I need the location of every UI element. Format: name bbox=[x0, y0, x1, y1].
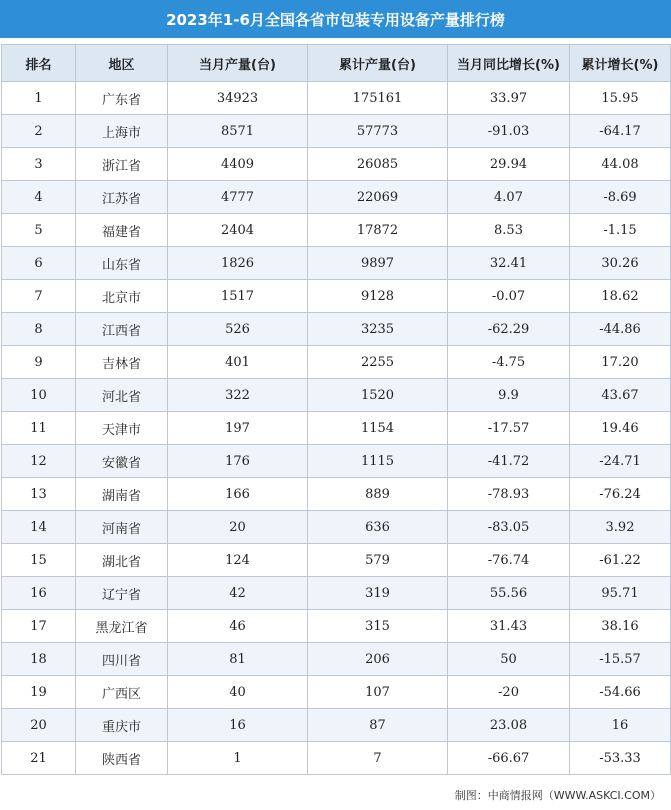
rank-cell: 1 bbox=[2, 82, 76, 115]
region-cell: 广西区 bbox=[76, 676, 168, 709]
table-title: 2023年1-6月全国各省市包装专用设备产量排行榜 bbox=[0, 0, 671, 38]
rank-cell: 17 bbox=[2, 610, 76, 643]
header-row bbox=[2, 45, 671, 82]
rank-cell: 3 bbox=[2, 148, 76, 181]
cumulative-output-cell: 9897 bbox=[308, 247, 448, 280]
table-row bbox=[2, 511, 671, 544]
monthly-yoy-cell: 31.43 bbox=[448, 610, 570, 643]
cumulative-growth-cell: -24.71 bbox=[570, 445, 671, 478]
cumulative-growth-cell: 3.92 bbox=[570, 511, 671, 544]
monthly-yoy-cell: 4.07 bbox=[448, 181, 570, 214]
monthly-yoy-cell: -66.67 bbox=[448, 742, 570, 775]
table-row bbox=[2, 610, 671, 643]
rank-cell: 12 bbox=[2, 445, 76, 478]
monthly-yoy-cell: -62.29 bbox=[448, 313, 570, 346]
rank-cell: 14 bbox=[2, 511, 76, 544]
table-row bbox=[2, 313, 671, 346]
rank-cell: 20 bbox=[2, 709, 76, 742]
monthly-yoy-cell: 9.9 bbox=[448, 379, 570, 412]
rank-cell: 18 bbox=[2, 643, 76, 676]
table-row bbox=[2, 643, 671, 676]
production-ranking-table bbox=[1, 44, 671, 775]
monthly-yoy-cell: -17.57 bbox=[448, 412, 570, 445]
rank-cell: 9 bbox=[2, 346, 76, 379]
cumulative-growth-cell: -44.86 bbox=[570, 313, 671, 346]
monthly-output-cell: 1517 bbox=[168, 280, 308, 313]
cumulative-output-cell: 7 bbox=[308, 742, 448, 775]
region-cell: 福建省 bbox=[76, 214, 168, 247]
cumulative-growth-cell: -53.33 bbox=[570, 742, 671, 775]
monthly-output-cell: 40 bbox=[168, 676, 308, 709]
monthly-output-cell: 16 bbox=[168, 709, 308, 742]
region-cell: 安徽省 bbox=[76, 445, 168, 478]
rank-cell: 8 bbox=[2, 313, 76, 346]
monthly-output-cell: 197 bbox=[168, 412, 308, 445]
cumulative-output-cell: 315 bbox=[308, 610, 448, 643]
table-row bbox=[2, 445, 671, 478]
region-cell: 河南省 bbox=[76, 511, 168, 544]
table-row bbox=[2, 544, 671, 577]
monthly-yoy-cell: -20 bbox=[448, 676, 570, 709]
cumulative-output-cell: 2255 bbox=[308, 346, 448, 379]
monthly-yoy-cell: -76.74 bbox=[448, 544, 570, 577]
table-row bbox=[2, 247, 671, 280]
monthly-output-cell: 46 bbox=[168, 610, 308, 643]
region-cell: 河北省 bbox=[76, 379, 168, 412]
table-row bbox=[2, 214, 671, 247]
table-row bbox=[2, 412, 671, 445]
table-row bbox=[2, 742, 671, 775]
monthly-yoy-cell: 29.94 bbox=[448, 148, 570, 181]
cumulative-output-cell: 1154 bbox=[308, 412, 448, 445]
cumulative-output-cell: 636 bbox=[308, 511, 448, 544]
monthly-yoy-cell: 33.97 bbox=[448, 82, 570, 115]
monthly-output-cell: 81 bbox=[168, 643, 308, 676]
header-monthly-yoy: 当月同比增长(%) bbox=[448, 45, 570, 82]
monthly-yoy-cell: 55.56 bbox=[448, 577, 570, 610]
monthly-yoy-cell: -78.93 bbox=[448, 478, 570, 511]
monthly-output-cell: 526 bbox=[168, 313, 308, 346]
rank-cell: 2 bbox=[2, 115, 76, 148]
monthly-yoy-cell: -83.05 bbox=[448, 511, 570, 544]
monthly-output-cell: 322 bbox=[168, 379, 308, 412]
region-cell: 广东省 bbox=[76, 82, 168, 115]
rank-cell: 13 bbox=[2, 478, 76, 511]
region-cell: 四川省 bbox=[76, 643, 168, 676]
table-row bbox=[2, 478, 671, 511]
monthly-output-cell: 176 bbox=[168, 445, 308, 478]
monthly-output-cell: 124 bbox=[168, 544, 308, 577]
cumulative-output-cell: 579 bbox=[308, 544, 448, 577]
region-cell: 浙江省 bbox=[76, 148, 168, 181]
region-cell: 黑龙江省 bbox=[76, 610, 168, 643]
monthly-yoy-cell: 8.53 bbox=[448, 214, 570, 247]
cumulative-output-cell: 107 bbox=[308, 676, 448, 709]
monthly-yoy-cell: -0.07 bbox=[448, 280, 570, 313]
monthly-yoy-cell: -91.03 bbox=[448, 115, 570, 148]
table-row bbox=[2, 379, 671, 412]
region-cell: 湖北省 bbox=[76, 544, 168, 577]
monthly-yoy-cell: -4.75 bbox=[448, 346, 570, 379]
header-region: 地区 bbox=[76, 45, 168, 82]
monthly-output-cell: 1826 bbox=[168, 247, 308, 280]
monthly-output-cell: 42 bbox=[168, 577, 308, 610]
rank-cell: 6 bbox=[2, 247, 76, 280]
cumulative-output-cell: 3235 bbox=[308, 313, 448, 346]
monthly-output-cell: 2404 bbox=[168, 214, 308, 247]
region-cell: 重庆市 bbox=[76, 709, 168, 742]
cumulative-growth-cell: -76.24 bbox=[570, 478, 671, 511]
monthly-output-cell: 4777 bbox=[168, 181, 308, 214]
cumulative-output-cell: 1115 bbox=[308, 445, 448, 478]
cumulative-output-cell: 87 bbox=[308, 709, 448, 742]
rank-cell: 10 bbox=[2, 379, 76, 412]
region-cell: 上海市 bbox=[76, 115, 168, 148]
region-cell: 辽宁省 bbox=[76, 577, 168, 610]
cumulative-growth-cell: -15.57 bbox=[570, 643, 671, 676]
monthly-yoy-cell: 23.08 bbox=[448, 709, 570, 742]
table-row bbox=[2, 709, 671, 742]
rank-cell: 11 bbox=[2, 412, 76, 445]
header-cumulative-growth: 累计增长(%) bbox=[570, 45, 671, 82]
region-cell: 江西省 bbox=[76, 313, 168, 346]
cumulative-output-cell: 9128 bbox=[308, 280, 448, 313]
region-cell: 江苏省 bbox=[76, 181, 168, 214]
region-cell: 陕西省 bbox=[76, 742, 168, 775]
cumulative-growth-cell: 95.71 bbox=[570, 577, 671, 610]
table-row bbox=[2, 280, 671, 313]
cumulative-growth-cell: 19.46 bbox=[570, 412, 671, 445]
cumulative-output-cell: 319 bbox=[308, 577, 448, 610]
table-row bbox=[2, 577, 671, 610]
header-cumulative-output: 累计产量(台) bbox=[308, 45, 448, 82]
rank-cell: 16 bbox=[2, 577, 76, 610]
cumulative-output-cell: 1520 bbox=[308, 379, 448, 412]
cumulative-growth-cell: -64.17 bbox=[570, 115, 671, 148]
monthly-yoy-cell: -41.72 bbox=[448, 445, 570, 478]
cumulative-growth-cell: 38.16 bbox=[570, 610, 671, 643]
cumulative-output-cell: 889 bbox=[308, 478, 448, 511]
monthly-output-cell: 1 bbox=[168, 742, 308, 775]
monthly-output-cell: 8571 bbox=[168, 115, 308, 148]
rank-cell: 4 bbox=[2, 181, 76, 214]
monthly-yoy-cell: 32.41 bbox=[448, 247, 570, 280]
cumulative-growth-cell: -1.15 bbox=[570, 214, 671, 247]
region-cell: 吉林省 bbox=[76, 346, 168, 379]
table-row bbox=[2, 346, 671, 379]
rank-cell: 5 bbox=[2, 214, 76, 247]
cumulative-growth-cell: 15.95 bbox=[570, 82, 671, 115]
cumulative-growth-cell: 16 bbox=[570, 709, 671, 742]
chart-source: 制图：中商情报网（WWW.ASKCI.COM） bbox=[454, 789, 661, 802]
cumulative-output-cell: 26085 bbox=[308, 148, 448, 181]
cumulative-output-cell: 206 bbox=[308, 643, 448, 676]
table-row bbox=[2, 676, 671, 709]
header-rank: 排名 bbox=[2, 45, 76, 82]
cumulative-output-cell: 17872 bbox=[308, 214, 448, 247]
table-row bbox=[2, 148, 671, 181]
cumulative-growth-cell: 30.26 bbox=[570, 247, 671, 280]
monthly-yoy-cell: 50 bbox=[448, 643, 570, 676]
cumulative-output-cell: 175161 bbox=[308, 82, 448, 115]
cumulative-growth-cell: 44.08 bbox=[570, 148, 671, 181]
cumulative-growth-cell: -61.22 bbox=[570, 544, 671, 577]
table-row bbox=[2, 115, 671, 148]
cumulative-output-cell: 57773 bbox=[308, 115, 448, 148]
region-cell: 湖南省 bbox=[76, 478, 168, 511]
cumulative-growth-cell: -54.66 bbox=[570, 676, 671, 709]
table-row bbox=[2, 82, 671, 115]
monthly-output-cell: 34923 bbox=[168, 82, 308, 115]
region-cell: 天津市 bbox=[76, 412, 168, 445]
rank-cell: 21 bbox=[2, 742, 76, 775]
monthly-output-cell: 4409 bbox=[168, 148, 308, 181]
monthly-output-cell: 166 bbox=[168, 478, 308, 511]
cumulative-growth-cell: 17.20 bbox=[570, 346, 671, 379]
table-row bbox=[2, 181, 671, 214]
rank-cell: 19 bbox=[2, 676, 76, 709]
cumulative-growth-cell: 43.67 bbox=[570, 379, 671, 412]
monthly-output-cell: 20 bbox=[168, 511, 308, 544]
rank-cell: 7 bbox=[2, 280, 76, 313]
cumulative-growth-cell: -8.69 bbox=[570, 181, 671, 214]
cumulative-output-cell: 22069 bbox=[308, 181, 448, 214]
monthly-output-cell: 401 bbox=[168, 346, 308, 379]
cumulative-growth-cell: 18.62 bbox=[570, 280, 671, 313]
region-cell: 山东省 bbox=[76, 247, 168, 280]
region-cell: 北京市 bbox=[76, 280, 168, 313]
rank-cell: 15 bbox=[2, 544, 76, 577]
header-monthly-output: 当月产量(台) bbox=[168, 45, 308, 82]
